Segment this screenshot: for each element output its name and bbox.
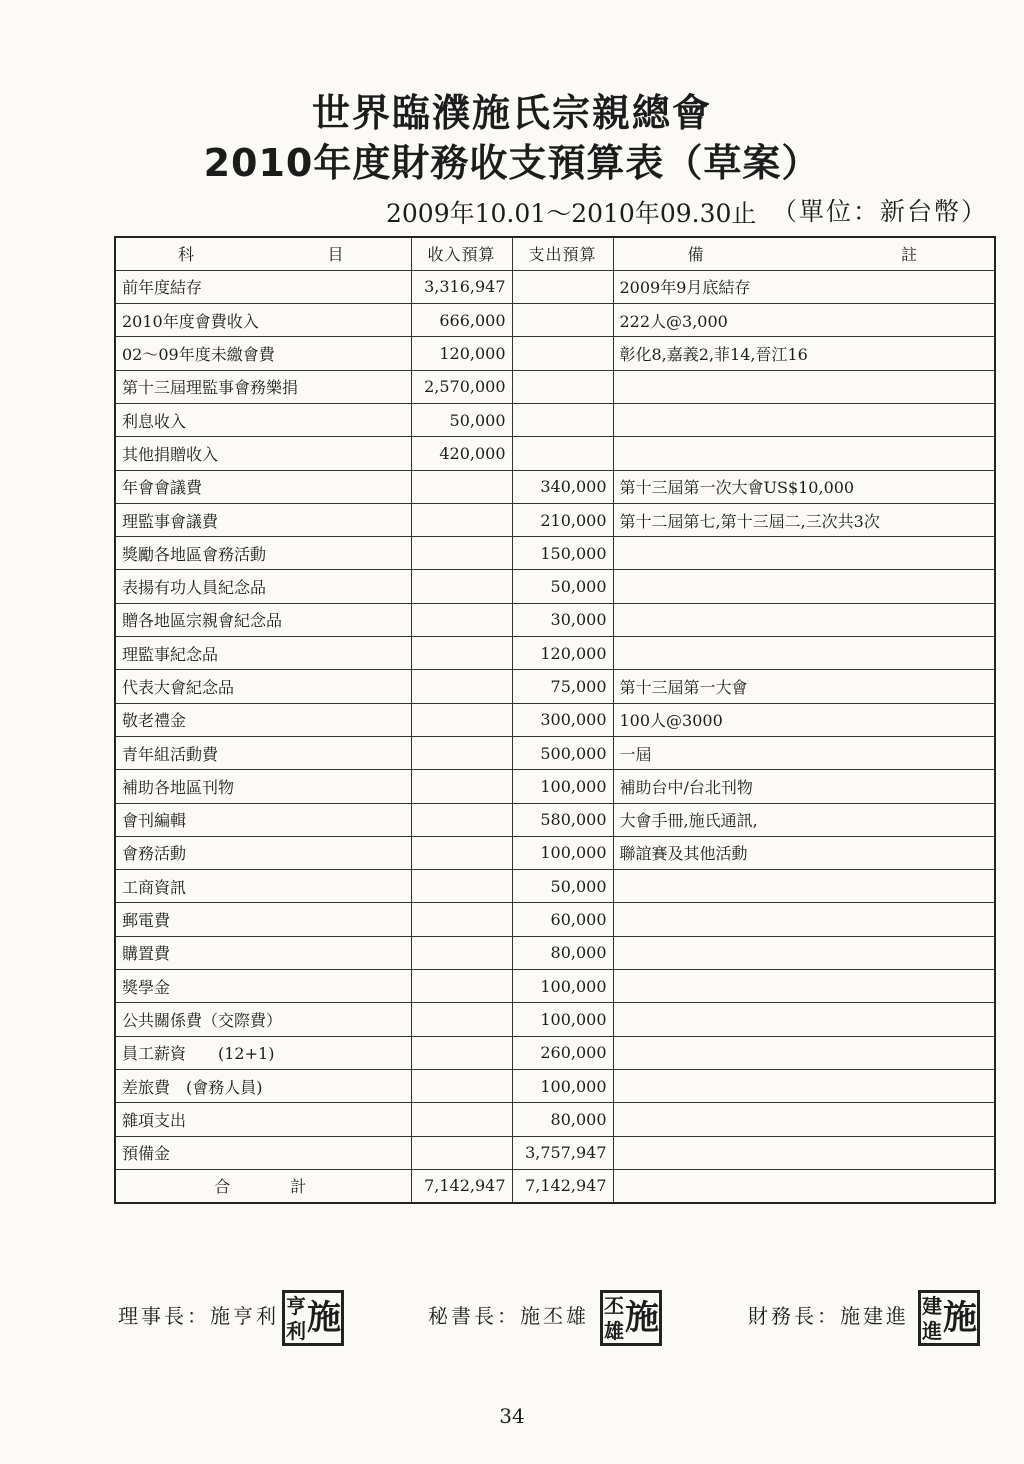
row-item: 理監事紀念品 (115, 637, 411, 670)
row-expense: 3,757,947 (512, 1136, 613, 1169)
row-note: 第十三屆第一大會 (613, 670, 995, 703)
row-note: 彰化8,嘉義2,菲14,晉江16 (613, 337, 995, 370)
row-item: 理監事會議費 (115, 503, 411, 536)
table-row (115, 304, 995, 337)
row-item: 敬老禮金 (115, 703, 411, 736)
row-expense (512, 270, 613, 303)
row-expense (512, 403, 613, 436)
row-note (613, 870, 995, 903)
row-income (411, 470, 512, 503)
row-income (411, 703, 512, 736)
row-item: 獎學金 (115, 970, 411, 1003)
total-income: 7,142,947 (411, 1169, 512, 1202)
table-row (115, 570, 995, 603)
row-income (411, 1003, 512, 1036)
table-row (115, 403, 995, 436)
row-income (411, 836, 512, 869)
row-income (411, 870, 512, 903)
row-item: 第十三屆理監事會務樂捐 (115, 370, 411, 403)
total-note (613, 1169, 995, 1202)
row-note: 第十三屆第一次大會US$10,000 (613, 470, 995, 503)
row-expense: 80,000 (512, 936, 613, 969)
row-item: 預備金 (115, 1136, 411, 1169)
header-item: 科 目 (115, 237, 411, 270)
row-note (613, 1103, 995, 1136)
currency-unit: （單位：新台幣） (772, 197, 989, 226)
header-note: 備 註 (613, 237, 995, 270)
table-row (115, 670, 995, 703)
row-note: 100人@3000 (613, 703, 995, 736)
table-row (115, 537, 995, 570)
row-income (411, 570, 512, 603)
table-header-row (115, 237, 995, 270)
table-row (115, 503, 995, 536)
row-note (613, 1136, 995, 1169)
row-note (613, 437, 995, 470)
row-expense (512, 337, 613, 370)
secretary-signature-label: 秘書長：施丕雄 (428, 1304, 589, 1328)
table-row (115, 470, 995, 503)
row-income: 666,000 (411, 304, 512, 337)
row-expense: 100,000 (512, 970, 613, 1003)
row-item: 2010年度會費收入 (115, 304, 411, 337)
table-row (115, 270, 995, 303)
row-note: 2009年9月底結存 (613, 270, 995, 303)
row-income: 2,570,000 (411, 370, 512, 403)
row-note (613, 570, 995, 603)
row-item: 郵電費 (115, 903, 411, 936)
row-expense: 300,000 (512, 703, 613, 736)
row-income (411, 803, 512, 836)
table-row (115, 903, 995, 936)
row-item: 贈各地區宗親會紀念品 (115, 603, 411, 636)
row-note (613, 970, 995, 1003)
row-income (411, 603, 512, 636)
row-income (411, 637, 512, 670)
table-row (115, 803, 995, 836)
row-expense: 100,000 (512, 836, 613, 869)
row-item: 補助各地區刊物 (115, 770, 411, 803)
row-note (613, 603, 995, 636)
row-note (613, 637, 995, 670)
row-income (411, 670, 512, 703)
table-row (115, 703, 995, 736)
row-item: 工商資訊 (115, 870, 411, 903)
row-item: 表揚有功人員紀念品 (115, 570, 411, 603)
row-income: 50,000 (411, 403, 512, 436)
row-income (411, 537, 512, 570)
row-note: 一屆 (613, 736, 995, 769)
row-expense: 30,000 (512, 603, 613, 636)
row-note (613, 537, 995, 570)
table-row (115, 337, 995, 370)
table-row (115, 1103, 995, 1136)
chairman-seal: 亨 施 利 (282, 1290, 344, 1346)
row-note (613, 1003, 995, 1036)
row-income (411, 1103, 512, 1136)
table-row (115, 736, 995, 769)
treasurer-seal: 建 施 進 (918, 1290, 980, 1346)
row-income: 120,000 (411, 337, 512, 370)
row-expense: 100,000 (512, 770, 613, 803)
row-income (411, 770, 512, 803)
report-title: 2010年度財務收支預算表（草案） (203, 141, 821, 185)
row-expense: 210,000 (512, 503, 613, 536)
row-income (411, 970, 512, 1003)
row-note: 大會手冊,施氏通訊, (613, 803, 995, 836)
row-income (411, 1069, 512, 1102)
row-expense: 100,000 (512, 1069, 613, 1102)
row-expense: 50,000 (512, 570, 613, 603)
table-row (115, 1036, 995, 1069)
row-expense: 580,000 (512, 803, 613, 836)
row-income: 420,000 (411, 437, 512, 470)
row-income (411, 903, 512, 936)
table-row (115, 1136, 995, 1169)
row-item: 前年度結存 (115, 270, 411, 303)
row-item: 代表大會紀念品 (115, 670, 411, 703)
row-item: 會務活動 (115, 836, 411, 869)
row-note (613, 370, 995, 403)
table-row (115, 370, 995, 403)
row-income (411, 936, 512, 969)
row-item: 差旅費 (會務人員) (115, 1069, 411, 1102)
row-item: 獎勵各地區會務活動 (115, 537, 411, 570)
row-income (411, 1036, 512, 1069)
row-income (411, 503, 512, 536)
row-expense: 260,000 (512, 1036, 613, 1069)
row-item: 其他捐贈收入 (115, 437, 411, 470)
row-income: 3,316,947 (411, 270, 512, 303)
table-row (115, 770, 995, 803)
row-item: 雜項支出 (115, 1103, 411, 1136)
row-expense: 340,000 (512, 470, 613, 503)
table-row (115, 1003, 995, 1036)
page-number: 34 (499, 1404, 525, 1428)
row-note (613, 1036, 995, 1069)
table-row (115, 936, 995, 969)
row-note (613, 403, 995, 436)
row-item: 02～09年度未繳會費 (115, 337, 411, 370)
row-note (613, 1069, 995, 1102)
row-item: 年會會議費 (115, 470, 411, 503)
table-row (115, 836, 995, 869)
row-expense (512, 437, 613, 470)
treasurer-signature-label: 財務長：施建進 (748, 1304, 909, 1328)
budget-table (114, 236, 996, 1204)
row-item: 利息收入 (115, 403, 411, 436)
row-expense: 100,000 (512, 1003, 613, 1036)
row-expense: 150,000 (512, 537, 613, 570)
total-label: 合計 (115, 1169, 411, 1202)
row-item: 會刊編輯 (115, 803, 411, 836)
chairman-signature-label: 理事長：施亨利 (118, 1304, 279, 1328)
table-row (115, 637, 995, 670)
header-income: 收入預算 (411, 237, 512, 270)
row-expense (512, 370, 613, 403)
row-note: 第十二屆第七,第十三屆二,三次共3次 (613, 503, 995, 536)
row-item: 員工薪資 (12+1) (115, 1036, 411, 1069)
row-expense: 60,000 (512, 903, 613, 936)
row-note: 222人@3,000 (613, 304, 995, 337)
table-row (115, 870, 995, 903)
row-expense: 50,000 (512, 870, 613, 903)
organization-title: 世界臨濮施氏宗親總會 (311, 91, 712, 135)
row-income (411, 1136, 512, 1169)
row-note: 聯誼賽及其他活動 (613, 836, 995, 869)
secretary-seal: 丕 施 雄 (600, 1290, 662, 1346)
row-item: 購置費 (115, 936, 411, 969)
table-row (115, 1069, 995, 1102)
row-expense: 75,000 (512, 670, 613, 703)
row-expense: 80,000 (512, 1103, 613, 1136)
row-note: 補助台中/台北刊物 (613, 770, 995, 803)
header-expense: 支出預算 (512, 237, 613, 270)
row-item: 公共關係費（交際費） (115, 1003, 411, 1036)
row-income (411, 736, 512, 769)
total-expense: 7,142,947 (512, 1169, 613, 1202)
total-row (115, 1169, 995, 1202)
row-item: 青年組活動費 (115, 736, 411, 769)
fiscal-period: 2009年10.01～2010年09.30止 (386, 199, 757, 228)
table-row (115, 437, 995, 470)
table-row (115, 603, 995, 636)
row-note (613, 936, 995, 969)
row-expense: 120,000 (512, 637, 613, 670)
table-row (115, 970, 995, 1003)
row-expense: 500,000 (512, 736, 613, 769)
row-expense (512, 304, 613, 337)
row-note (613, 903, 995, 936)
